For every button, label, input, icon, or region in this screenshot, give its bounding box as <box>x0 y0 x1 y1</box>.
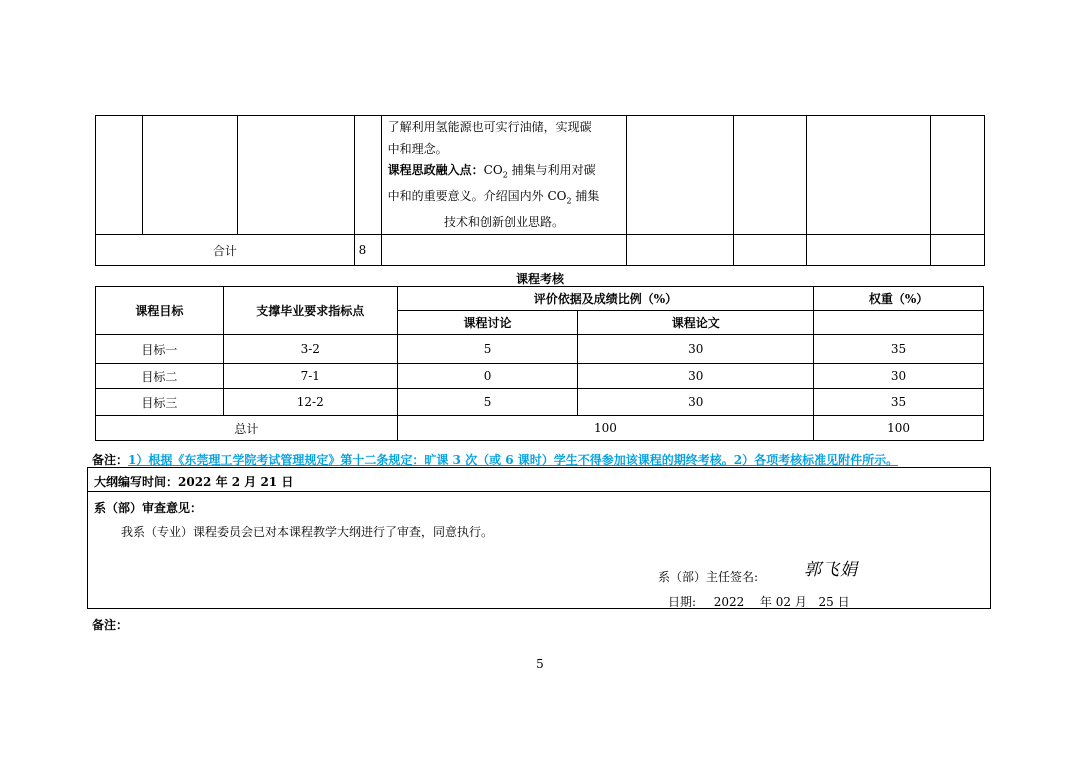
empty-cell <box>237 116 354 235</box>
indicator-cell: 7-1 <box>223 364 397 389</box>
total-basis: 100 <box>397 416 814 441</box>
syllabus-continuation-table <box>95 115 985 266</box>
assessment-note <box>92 451 898 468</box>
weight-cell: 35 <box>814 389 984 416</box>
table-row <box>96 335 984 364</box>
review-body: 我系（专业）课程委员会已对本课程教学大纲进行了审查，同意执行。 <box>121 525 494 539</box>
empty-cell <box>627 116 734 235</box>
header-basis: 评价依据及成绩比例（%） <box>397 287 814 311</box>
header-objective: 课程目标 <box>96 287 224 335</box>
signature: 郭飞娟 <box>804 560 858 580</box>
objective-cell: 目标二 <box>96 364 224 389</box>
discussion-cell: 0 <box>397 364 578 389</box>
empty-cell <box>807 116 931 235</box>
empty-cell <box>734 116 807 235</box>
empty-cell <box>381 235 627 266</box>
discussion-cell: 5 <box>397 389 578 416</box>
sign-label: 系（部）主任签名: <box>658 570 759 584</box>
date-month: 02 <box>775 595 792 609</box>
ideology-label: 课程思政融入点： <box>387 163 484 177</box>
text: 捕集与利用对碳 <box>507 163 596 177</box>
review-date <box>668 593 850 610</box>
empty-cell <box>930 235 984 266</box>
empty-cell <box>734 235 807 266</box>
header-weight: 权重（%） <box>814 287 984 311</box>
paper-cell: 30 <box>578 389 814 416</box>
table-row <box>96 364 984 389</box>
discussion-cell: 5 <box>397 335 578 364</box>
date-day-unit: 日 <box>837 595 850 609</box>
total-weight: 100 <box>814 416 984 441</box>
total-label: 合计 <box>96 235 355 266</box>
table-row <box>96 389 984 416</box>
content-line: 中和理念。 <box>387 141 448 156</box>
indicator-cell: 12-2 <box>223 389 397 416</box>
review-box <box>87 491 991 609</box>
date-year-unit: 年 <box>759 595 772 609</box>
ideology-line <box>388 186 621 212</box>
total-hours: 8 <box>354 235 381 266</box>
objective-cell: 目标三 <box>96 389 224 416</box>
paper-cell: 30 <box>578 364 814 389</box>
empty-cell <box>627 235 734 266</box>
date-day: 25 <box>818 595 834 609</box>
weight-cell: 30 <box>814 364 984 389</box>
content-line: 了解利用氢能源也可实行油储，实现碳 <box>387 120 592 134</box>
ideology-line <box>388 160 621 186</box>
note-label: 备注： <box>92 453 129 467</box>
weight-cell: 35 <box>814 335 984 364</box>
page-number: 5 <box>536 657 544 671</box>
subscript: 2 <box>502 170 508 180</box>
empty-cell <box>930 116 984 235</box>
note-link[interactable]: 1）根据《东莞理工学院考试管理规定》第十二条规定：旷课 3 次（或 6 课时）学生不得参加该课程的期终考核。2）各项考核标准见附件所示。 <box>128 453 899 467</box>
empty-cell <box>96 116 143 235</box>
total-label: 总计 <box>96 416 398 441</box>
indicator-cell: 3-2 <box>223 335 397 364</box>
header-paper: 课程论文 <box>578 311 814 335</box>
subscript: 2 <box>566 196 572 206</box>
compile-time: 大纲编写时间：2022 年 2 月 21 日 <box>87 467 991 492</box>
text: 捕集 <box>571 188 600 203</box>
header-indicator: 支撑毕业要求指标点 <box>223 287 397 335</box>
date-month-unit: 月 <box>794 595 807 609</box>
text: 中和的重要意义。介绍国内外 CO <box>387 188 567 203</box>
empty-cell <box>814 311 984 335</box>
assessment-title: 课程考核 <box>515 272 564 286</box>
empty-cell <box>807 235 931 266</box>
ideology-line: 技术和创新创业思路。 <box>444 214 565 229</box>
content-cell <box>381 116 627 235</box>
date-year: 2022 <box>713 595 745 609</box>
objective-cell: 目标一 <box>96 335 224 364</box>
review-title: 系（部）审查意见： <box>94 501 203 515</box>
paper-cell: 30 <box>578 335 814 364</box>
empty-cell <box>354 116 381 235</box>
empty-cell <box>142 116 237 235</box>
total-row <box>96 416 984 441</box>
footer-note: 备注： <box>92 618 129 632</box>
header-discussion: 课程讨论 <box>397 311 578 335</box>
assessment-table <box>95 286 984 441</box>
text: CO <box>483 163 503 177</box>
date-label: 日期: <box>668 595 697 609</box>
